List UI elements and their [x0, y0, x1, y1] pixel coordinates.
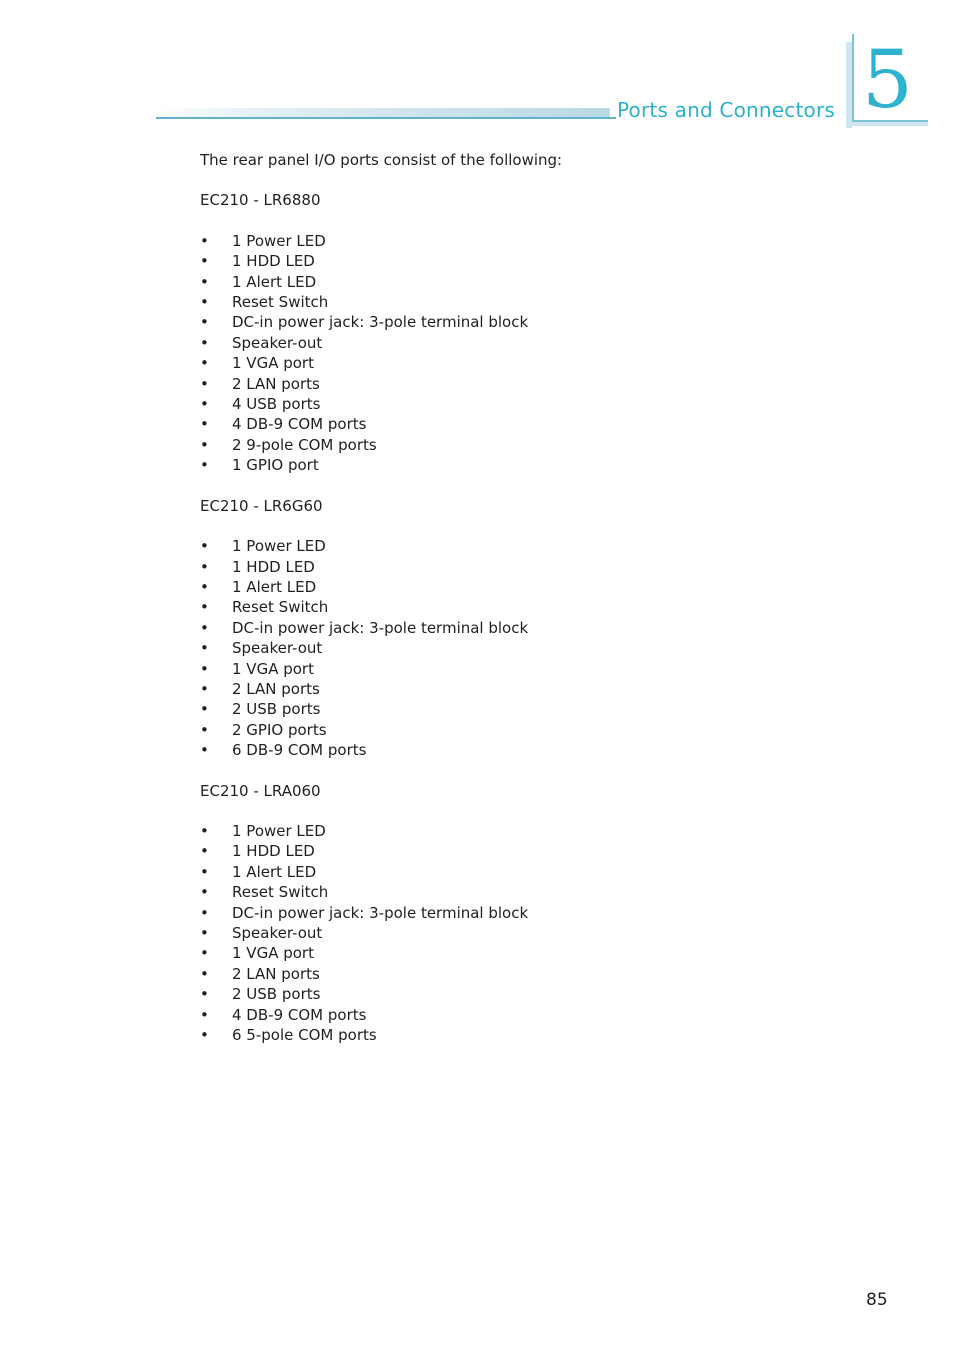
list-item-text: Reset Switch: [232, 883, 329, 902]
bullet-icon: •: [200, 577, 209, 596]
port-list: [200, 231, 860, 476]
list-item-text: Speaker-out: [232, 924, 323, 942]
bullet-icon: •: [200, 456, 209, 475]
bullet-icon: •: [200, 374, 209, 393]
list-item-text: DC-in power jack: 3-pole terminal block: [232, 903, 529, 922]
list-item-text: 2 GPIO ports: [232, 720, 327, 739]
bullet-icon: •: [200, 883, 209, 902]
list-item-text: 2 9-pole COM ports: [232, 435, 377, 454]
port-list: [200, 536, 860, 760]
section-lr6g60: [200, 496, 860, 761]
bullet-icon: •: [200, 924, 209, 942]
page-content: [200, 150, 860, 1065]
list-item-text: 1 Power LED: [232, 821, 326, 840]
bullet-icon: •: [200, 679, 209, 698]
list-item-text: 1 Alert LED: [232, 862, 317, 881]
list-item: [200, 231, 860, 251]
list-item: [200, 618, 860, 638]
list-item: [200, 821, 860, 841]
list-item: [200, 943, 860, 963]
bullet-icon: •: [200, 1005, 209, 1024]
section-lra060: [200, 781, 860, 1046]
bullet-icon: •: [200, 313, 209, 332]
list-item: [200, 964, 860, 984]
list-item-text: 2 LAN ports: [232, 964, 320, 983]
intro-paragraph: The rear panel I/O ports consist of the following:: [200, 151, 563, 169]
list-item: [200, 536, 860, 556]
chapter-title: Ports and Connectors: [617, 98, 835, 122]
list-item: [200, 435, 860, 455]
bullet-icon: •: [200, 293, 209, 312]
list-item: [200, 659, 860, 679]
list-item-text: 6 DB-9 COM ports: [232, 741, 367, 760]
list-item-text: 1 VGA port: [232, 659, 314, 678]
list-item-text: 1 HDD LED: [232, 252, 315, 271]
bullet-icon: •: [200, 537, 209, 556]
list-item-text: 6 5-pole COM ports: [232, 1026, 377, 1045]
bullet-icon: •: [200, 659, 209, 678]
list-item: [200, 455, 860, 475]
list-item-text: 4 USB ports: [232, 395, 321, 414]
section-heading: EC210 - LR6G60: [200, 496, 323, 515]
list-item-text: DC-in power jack: 3-pole terminal block: [232, 313, 529, 332]
list-item: [200, 333, 860, 353]
bullet-icon: •: [200, 618, 209, 637]
list-item: [200, 882, 860, 902]
list-item-text: 4 DB-9 COM ports: [232, 1005, 367, 1024]
chapter-number-box: [846, 34, 928, 126]
page-number: 85: [866, 1290, 888, 1310]
port-list: [200, 821, 860, 1045]
list-item-text: 2 USB ports: [232, 700, 321, 719]
list-item: [200, 862, 860, 882]
bullet-icon: •: [200, 862, 209, 881]
list-item: [200, 638, 860, 658]
bullet-icon: •: [200, 700, 209, 719]
list-item: [200, 679, 860, 699]
bullet-icon: •: [200, 985, 209, 1004]
bullet-icon: •: [200, 415, 209, 434]
list-item-text: 1 Power LED: [232, 231, 326, 250]
list-item: [200, 557, 860, 577]
list-item-text: 2 USB ports: [232, 985, 321, 1004]
list-item: [200, 597, 860, 617]
section-lr6880: [200, 190, 860, 475]
bullet-icon: •: [200, 842, 209, 861]
list-item-text: DC-in power jack: 3-pole terminal block: [232, 618, 529, 637]
list-item-text: 1 HDD LED: [232, 557, 315, 576]
list-item-text: 2 LAN ports: [232, 374, 320, 393]
list-item: [200, 292, 860, 312]
list-item: [200, 272, 860, 292]
bullet-icon: •: [200, 252, 209, 271]
list-item: [200, 740, 860, 760]
list-item-text: 4 DB-9 COM ports: [232, 415, 367, 434]
chapter-bracket-vertical: [852, 34, 854, 122]
list-item: [200, 841, 860, 861]
list-item-text: Speaker-out: [232, 333, 323, 352]
bullet-icon: •: [200, 395, 209, 414]
list-item-text: 1 VGA port: [232, 944, 314, 963]
bullet-icon: •: [200, 1026, 209, 1045]
list-item-text: Reset Switch: [232, 598, 329, 617]
bullet-icon: •: [200, 354, 209, 373]
bullet-icon: •: [200, 944, 209, 963]
header-rule: [156, 117, 616, 119]
list-item: [200, 577, 860, 597]
list-item: [200, 312, 860, 332]
list-item: [200, 1005, 860, 1025]
bullet-icon: •: [200, 598, 209, 617]
list-item-text: 1 Power LED: [232, 537, 326, 556]
list-item: [200, 923, 860, 943]
list-item: [200, 699, 860, 719]
list-item: [200, 414, 860, 434]
list-item-text: 1 VGA port: [232, 354, 314, 373]
list-item-text: Speaker-out: [232, 639, 323, 658]
section-heading: EC210 - LR6880: [200, 191, 321, 210]
bullet-icon: •: [200, 557, 209, 576]
list-item-text: Reset Switch: [232, 293, 329, 312]
list-item-text: 1 HDD LED: [232, 842, 315, 861]
list-item-text: 1 Alert LED: [232, 272, 317, 291]
list-item: [200, 251, 860, 271]
list-item-text: 1 Alert LED: [232, 577, 317, 596]
list-item-text: 1 GPIO port: [232, 456, 319, 475]
list-item: [200, 374, 860, 394]
bullet-icon: •: [200, 639, 209, 658]
bullet-icon: •: [200, 741, 209, 760]
bullet-icon: •: [200, 435, 209, 454]
list-item: [200, 1025, 860, 1045]
list-item: [200, 353, 860, 373]
bullet-icon: •: [200, 333, 209, 352]
list-item: [200, 984, 860, 1004]
section-heading: EC210 - LRA060: [200, 781, 321, 800]
chapter-number: 5: [862, 33, 913, 126]
bullet-icon: •: [200, 903, 209, 922]
list-item: [200, 903, 860, 923]
list-item: [200, 394, 860, 414]
list-item-text: 2 LAN ports: [232, 679, 320, 698]
bullet-icon: •: [200, 821, 209, 840]
bullet-icon: •: [200, 720, 209, 739]
bullet-icon: •: [200, 231, 209, 250]
list-item: [200, 720, 860, 740]
bullet-icon: •: [200, 272, 209, 291]
bullet-icon: •: [200, 964, 209, 983]
